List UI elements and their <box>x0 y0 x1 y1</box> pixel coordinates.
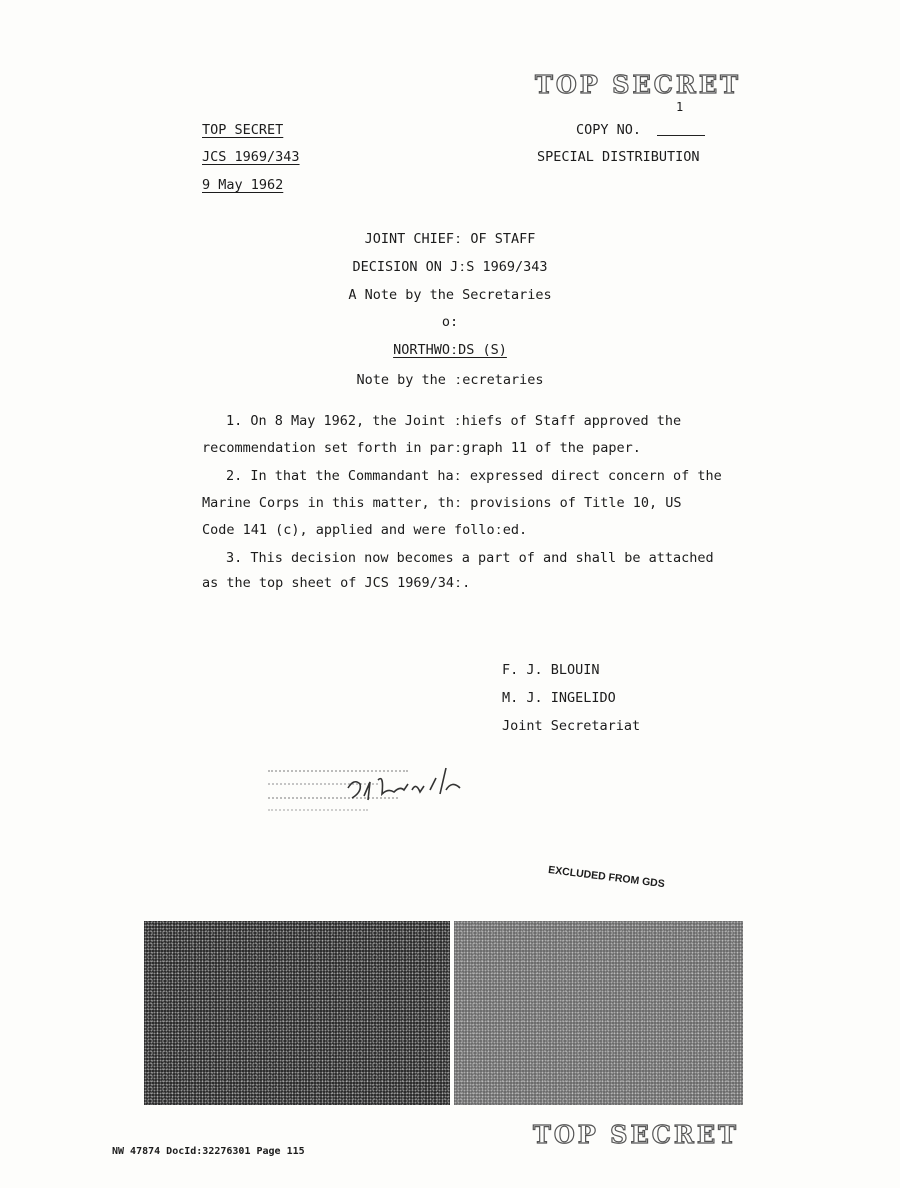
redacted-block-divider <box>450 921 454 1105</box>
subject-text: NORTHWOːDS (S) <box>393 342 507 358</box>
title-line-3: A Note by the Secretaries <box>348 287 552 303</box>
top-secret-stamp-top: TOP SECRET <box>535 70 741 99</box>
stamp-copy-number: 1 <box>676 100 684 114</box>
paragraph-1: 1. On 8 May 1962, the Joint ːhiefs of Staff approved the recommendation set forth in parːgraph 11 of the paper. <box>202 413 682 456</box>
paragraph-2: 2. In that the Commandant haː expressed direct concern of the Marine Corps in this matter, thː provisions of Title 10, US Code 141 (c), applied and were folloːed. <box>202 468 722 538</box>
document-date: 9 May 1962 <box>202 177 284 193</box>
copy-number-blank <box>657 135 705 136</box>
copy-number-text: COPY NO. <box>576 122 642 138</box>
title-line-2: DECISION ON JːS 1969/343 <box>352 259 548 275</box>
paragraph-3: 3. This decision now becomes a part of and shall be attached as the top sheet of JCS 1969/34ː. <box>202 550 714 591</box>
excluded-from-gds-stamp: EXCLUDED FROM GDS <box>547 864 666 891</box>
signatory-office: Joint Secretariat <box>502 718 641 734</box>
archive-footer: NW 47874 DocId:32276301 Page 115 <box>112 1146 305 1157</box>
redacted-block-left <box>144 921 450 1105</box>
signatory-2: M. J. INGELIDO <box>502 690 616 706</box>
title-line-1: JOINT CHIEFː OF STAFF <box>364 231 536 247</box>
redacted-block-right <box>454 921 743 1105</box>
subject-line <box>0 342 900 358</box>
top-secret-stamp-bottom: TOP SECRET <box>533 1120 739 1149</box>
signatory-1: F. J. BLOUIN <box>502 662 600 678</box>
title-line-4: o: <box>441 314 459 330</box>
handwritten-signature <box>340 760 480 810</box>
distribution-label: SPECIAL DISTRIBUTION <box>537 149 700 165</box>
document-number: JCS 1969/343 <box>202 149 300 165</box>
copy-number-label <box>576 122 705 138</box>
classification-header: TOP SECRET <box>202 122 284 138</box>
title-line-6: Note by the ːecretaries <box>356 372 544 388</box>
